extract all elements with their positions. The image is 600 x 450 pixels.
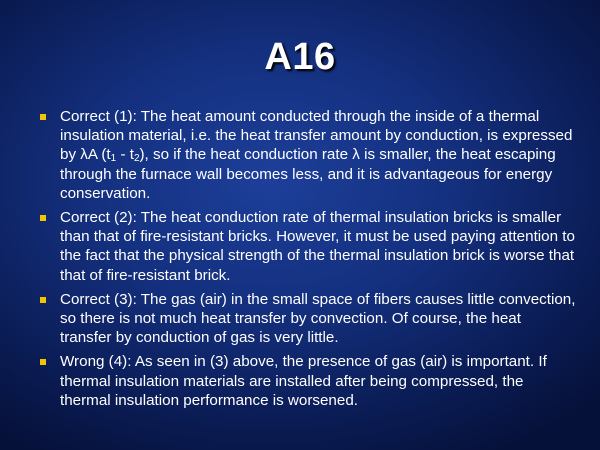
bullet-text-3: Correct (3): The gas (air) in the small space of fibers causes little convection, so there is not much heat transfer by convection. Of course, the heat transfer by conduction of gas is very little. <box>60 290 576 347</box>
bullet-text-1 <box>60 108 572 202</box>
square-bullet-icon <box>40 114 46 120</box>
bullet-item-4 <box>40 352 576 410</box>
bullet-item-2 <box>40 208 576 285</box>
square-bullet-icon <box>40 359 46 365</box>
bullet-text-1-part-c: ), so if the heat conduction rate λ is smaller, the heat escaping through the furnace wall becomes less, and it is advantageous for energy conservation. <box>60 146 556 202</box>
bullet-item-3 <box>40 290 576 348</box>
bullet-item-1 <box>40 107 576 203</box>
bullet-text-1-part-a: Correct (1): The heat amount conducted through the inside of a thermal insulation material, i.e. the heat transfer amount by conduction, is expressed by λA (t <box>60 108 573 164</box>
bullet-text-4: Wrong (4): As seen in (3) above, the presence of gas (air) is important. If thermal insulation materials are installed after being compressed, the thermal insulation performance is worsened. <box>60 353 547 409</box>
bullet-text-1-part-b: - t <box>116 146 134 164</box>
bullet-text-2: Correct (2): The heat conduction rate of thermal insulation bricks is smaller than that of fire-resistant bricks. However, it must be used paying attention to the fact that the physical strength of the thermal insulation brick is worse that that of fire-resistant brick. <box>60 209 575 284</box>
square-bullet-icon <box>40 215 46 221</box>
subscript-2: 2 <box>133 153 140 165</box>
square-bullet-icon <box>40 297 46 303</box>
subscript-1: 1 <box>110 153 117 165</box>
slide-title: A16 <box>264 36 336 78</box>
bullet-list <box>40 107 576 415</box>
